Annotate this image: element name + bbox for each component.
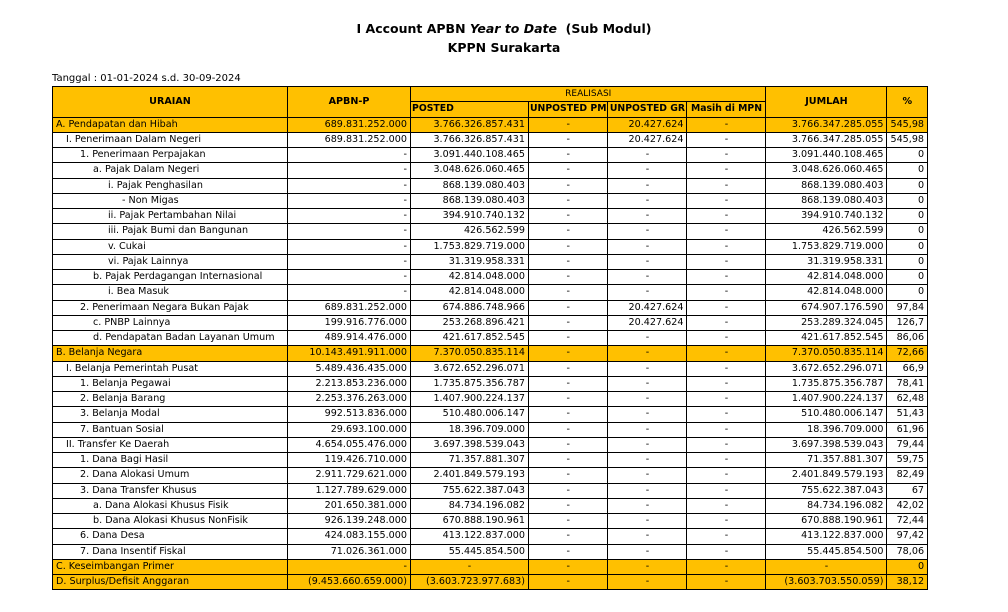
cell-unposted-pm: - bbox=[529, 163, 608, 178]
cell-persen: 0 bbox=[887, 559, 928, 574]
cell-jumlah: 42.814.048.000 bbox=[766, 270, 887, 285]
cell-uraian: 2. Dana Alokasi Umum bbox=[53, 468, 288, 483]
table-row bbox=[53, 361, 928, 376]
cell-unposted-gr: - bbox=[608, 483, 687, 498]
cell-apbnp: 29.693.100.000 bbox=[288, 422, 411, 437]
table-row bbox=[53, 178, 928, 193]
cell-unposted-gr: 20.427.624 bbox=[608, 315, 687, 330]
cell-posted: 3.672.652.296.071 bbox=[411, 361, 529, 376]
cell-unposted-pm: - bbox=[529, 209, 608, 224]
cell-jumlah: 2.401.849.579.193 bbox=[766, 468, 887, 483]
table-row bbox=[53, 315, 928, 330]
cell-posted: 253.268.896.421 bbox=[411, 315, 529, 330]
cell-posted: 868.139.080.403 bbox=[411, 178, 529, 193]
cell-persen: 545,98 bbox=[887, 117, 928, 132]
cell-masih-mpn: - bbox=[687, 559, 766, 574]
cell-jumlah: 31.319.958.331 bbox=[766, 254, 887, 269]
cell-persen: 0 bbox=[887, 148, 928, 163]
cell-jumlah: 55.445.854.500 bbox=[766, 544, 887, 559]
cell-jumlah: 868.139.080.403 bbox=[766, 178, 887, 193]
cell-persen: 0 bbox=[887, 193, 928, 208]
cell-uraian: v. Cukai bbox=[53, 239, 288, 254]
table-row bbox=[53, 239, 928, 254]
cell-masih-mpn: - bbox=[687, 163, 766, 178]
cell-persen: 97,42 bbox=[887, 529, 928, 544]
table-row bbox=[53, 254, 928, 269]
cell-masih-mpn: - bbox=[687, 193, 766, 208]
cell-posted: 3.766.326.857.431 bbox=[411, 132, 529, 147]
cell-uraian: 2. Penerimaan Negara Bukan Pajak bbox=[53, 300, 288, 315]
cell-masih-mpn: - bbox=[687, 392, 766, 407]
cell-persen: 59,75 bbox=[887, 453, 928, 468]
cell-masih-mpn: - bbox=[687, 254, 766, 269]
cell-unposted-gr: - bbox=[608, 453, 687, 468]
table-row bbox=[53, 209, 928, 224]
cell-unposted-pm: - bbox=[529, 422, 608, 437]
cell-posted: 1.407.900.224.137 bbox=[411, 392, 529, 407]
cell-jumlah: 426.562.599 bbox=[766, 224, 887, 239]
cell-persen: 51,43 bbox=[887, 407, 928, 422]
table-row bbox=[53, 407, 928, 422]
cell-unposted-pm: - bbox=[529, 575, 608, 590]
cell-unposted-gr: - bbox=[608, 559, 687, 574]
cell-unposted-gr: 20.427.624 bbox=[608, 300, 687, 315]
cell-jumlah: 670.888.190.961 bbox=[766, 514, 887, 529]
cell-masih-mpn: - bbox=[687, 529, 766, 544]
cell-apbnp: 424.083.155.000 bbox=[288, 529, 411, 544]
cell-posted: 42.814.048.000 bbox=[411, 270, 529, 285]
cell-uraian: 7. Dana Insentif Fiskal bbox=[53, 544, 288, 559]
cell-masih-mpn: - bbox=[687, 285, 766, 300]
table-row bbox=[53, 270, 928, 285]
cell-posted: 510.480.006.147 bbox=[411, 407, 529, 422]
cell-unposted-pm: - bbox=[529, 346, 608, 361]
header-posted: POSTED bbox=[411, 102, 529, 117]
cell-apbnp: 2.213.853.236.000 bbox=[288, 376, 411, 391]
cell-jumlah: 674.907.176.590 bbox=[766, 300, 887, 315]
cell-posted: 868.139.080.403 bbox=[411, 193, 529, 208]
table-row bbox=[53, 453, 928, 468]
cell-uraian: 2. Belanja Barang bbox=[53, 392, 288, 407]
cell-uraian: 1. Dana Bagi Hasil bbox=[53, 453, 288, 468]
cell-persen: 61,96 bbox=[887, 422, 928, 437]
cell-unposted-gr: - bbox=[608, 407, 687, 422]
report-title-prefix: I Account APBN bbox=[356, 21, 470, 36]
cell-apbnp: 689.831.252.000 bbox=[288, 300, 411, 315]
cell-persen: 0 bbox=[887, 254, 928, 269]
table-row bbox=[53, 498, 928, 513]
cell-uraian: II. Transfer Ke Daerah bbox=[53, 437, 288, 452]
cell-uraian: 3. Dana Transfer Khusus bbox=[53, 483, 288, 498]
date-range: Tanggal : 01-01-2024 s.d. 30-09-2024 bbox=[52, 73, 241, 84]
cell-uraian: 7. Bantuan Sosial bbox=[53, 422, 288, 437]
cell-persen: 42,02 bbox=[887, 498, 928, 513]
cell-posted: 7.370.050.835.114 bbox=[411, 346, 529, 361]
cell-jumlah: 394.910.740.132 bbox=[766, 209, 887, 224]
cell-unposted-pm: - bbox=[529, 300, 608, 315]
cell-persen: 62,48 bbox=[887, 392, 928, 407]
cell-uraian: A. Pendapatan dan Hibah bbox=[53, 117, 288, 132]
cell-apbnp: 1.127.789.629.000 bbox=[288, 483, 411, 498]
cell-posted: 394.910.740.132 bbox=[411, 209, 529, 224]
cell-unposted-gr: - bbox=[608, 270, 687, 285]
cell-jumlah: 868.139.080.403 bbox=[766, 193, 887, 208]
table-row bbox=[53, 544, 928, 559]
cell-unposted-gr: - bbox=[608, 209, 687, 224]
cell-uraian: b. Pajak Perdagangan Internasional bbox=[53, 270, 288, 285]
cell-persen: 0 bbox=[887, 178, 928, 193]
cell-unposted-gr: - bbox=[608, 422, 687, 437]
cell-persen: 0 bbox=[887, 270, 928, 285]
table-row bbox=[53, 285, 928, 300]
table-row bbox=[53, 300, 928, 315]
cell-posted: - bbox=[411, 559, 529, 574]
cell-unposted-pm: - bbox=[529, 468, 608, 483]
cell-apbnp: - bbox=[288, 209, 411, 224]
table-row bbox=[53, 437, 928, 452]
cell-apbnp: 4.654.055.476.000 bbox=[288, 437, 411, 452]
cell-unposted-gr: - bbox=[608, 254, 687, 269]
cell-unposted-pm: - bbox=[529, 117, 608, 132]
cell-posted: 84.734.196.082 bbox=[411, 498, 529, 513]
cell-unposted-gr: - bbox=[608, 376, 687, 391]
cell-posted: 670.888.190.961 bbox=[411, 514, 529, 529]
cell-apbnp: 199.916.776.000 bbox=[288, 315, 411, 330]
cell-uraian: a. Dana Alokasi Khusus Fisik bbox=[53, 498, 288, 513]
cell-posted: 18.396.709.000 bbox=[411, 422, 529, 437]
cell-masih-mpn: - bbox=[687, 148, 766, 163]
cell-masih-mpn: - bbox=[687, 453, 766, 468]
cell-jumlah: 413.122.837.000 bbox=[766, 529, 887, 544]
table-row bbox=[53, 468, 928, 483]
cell-uraian: B. Belanja Negara bbox=[53, 346, 288, 361]
cell-unposted-pm: - bbox=[529, 239, 608, 254]
cell-posted: 55.445.854.500 bbox=[411, 544, 529, 559]
cell-apbnp: 2.253.376.263.000 bbox=[288, 392, 411, 407]
cell-jumlah: 42.814.048.000 bbox=[766, 285, 887, 300]
header-realisasi: REALISASI bbox=[411, 87, 766, 102]
cell-apbnp: - bbox=[288, 148, 411, 163]
cell-apbnp: 689.831.252.000 bbox=[288, 132, 411, 147]
cell-unposted-gr: - bbox=[608, 544, 687, 559]
cell-posted: 3.697.398.539.043 bbox=[411, 437, 529, 452]
cell-persen: 66,9 bbox=[887, 361, 928, 376]
cell-apbnp: - bbox=[288, 239, 411, 254]
cell-masih-mpn: - bbox=[687, 376, 766, 391]
cell-jumlah: 71.357.881.307 bbox=[766, 453, 887, 468]
header-unposted-gr: UNPOSTED GR bbox=[608, 102, 687, 117]
cell-unposted-pm: - bbox=[529, 178, 608, 193]
cell-unposted-pm: - bbox=[529, 498, 608, 513]
cell-posted: 3.091.440.108.465 bbox=[411, 148, 529, 163]
table-row bbox=[53, 575, 928, 590]
table-row bbox=[53, 529, 928, 544]
cell-posted: 71.357.881.307 bbox=[411, 453, 529, 468]
cell-persen: 72,44 bbox=[887, 514, 928, 529]
cell-uraian: D. Surplus/Defisit Anggaran bbox=[53, 575, 288, 590]
cell-masih-mpn: - bbox=[687, 270, 766, 285]
cell-jumlah: 755.622.387.043 bbox=[766, 483, 887, 498]
cell-apbnp: 689.831.252.000 bbox=[288, 117, 411, 132]
cell-posted: 674.886.748.966 bbox=[411, 300, 529, 315]
cell-masih-mpn: - bbox=[687, 239, 766, 254]
cell-masih-mpn: - bbox=[687, 437, 766, 452]
cell-masih-mpn: - bbox=[687, 361, 766, 376]
cell-apbnp: (9.453.660.659.000) bbox=[288, 575, 411, 590]
report-subtitle: KPPN Surakarta bbox=[447, 40, 561, 55]
cell-persen: 545,98 bbox=[887, 132, 928, 147]
cell-unposted-gr: 20.427.624 bbox=[608, 117, 687, 132]
cell-jumlah: 1.753.829.719.000 bbox=[766, 239, 887, 254]
cell-masih-mpn: - bbox=[687, 575, 766, 590]
cell-apbnp: - bbox=[288, 270, 411, 285]
report-title-italic: Year to Date bbox=[469, 21, 557, 36]
cell-posted: 426.562.599 bbox=[411, 224, 529, 239]
cell-apbnp: - bbox=[288, 178, 411, 193]
header-uraian: URAIAN bbox=[53, 87, 288, 118]
report-title bbox=[0, 21, 1008, 36]
cell-unposted-pm: - bbox=[529, 361, 608, 376]
cell-apbnp: - bbox=[288, 559, 411, 574]
cell-jumlah: 18.396.709.000 bbox=[766, 422, 887, 437]
cell-jumlah: 3.048.626.060.465 bbox=[766, 163, 887, 178]
cell-jumlah: 7.370.050.835.114 bbox=[766, 346, 887, 361]
cell-uraian: 1. Penerimaan Perpajakan bbox=[53, 148, 288, 163]
header-unposted-pm: UNPOSTED PM bbox=[529, 102, 608, 117]
cell-apbnp: 5.489.436.435.000 bbox=[288, 361, 411, 376]
cell-unposted-pm: - bbox=[529, 331, 608, 346]
cell-persen: 82,49 bbox=[887, 468, 928, 483]
cell-persen: 78,41 bbox=[887, 376, 928, 391]
table-row bbox=[53, 224, 928, 239]
apbn-table bbox=[52, 86, 928, 590]
table-row bbox=[53, 346, 928, 361]
table-row bbox=[53, 148, 928, 163]
cell-uraian: d. Pendapatan Badan Layanan Umum bbox=[53, 331, 288, 346]
cell-unposted-gr: - bbox=[608, 575, 687, 590]
cell-persen: 86,06 bbox=[887, 331, 928, 346]
cell-persen: 0 bbox=[887, 224, 928, 239]
cell-masih-mpn: - bbox=[687, 407, 766, 422]
cell-unposted-gr: - bbox=[608, 224, 687, 239]
cell-masih-mpn: - bbox=[687, 422, 766, 437]
cell-masih-mpn: - bbox=[687, 315, 766, 330]
cell-unposted-gr: - bbox=[608, 239, 687, 254]
table-row bbox=[53, 559, 928, 574]
cell-uraian: c. PNBP Lainnya bbox=[53, 315, 288, 330]
cell-persen: 79,44 bbox=[887, 437, 928, 452]
cell-apbnp: - bbox=[288, 224, 411, 239]
cell-posted: 755.622.387.043 bbox=[411, 483, 529, 498]
cell-posted: 421.617.852.545 bbox=[411, 331, 529, 346]
cell-uraian: a. Pajak Dalam Negeri bbox=[53, 163, 288, 178]
cell-jumlah: 3.672.652.296.071 bbox=[766, 361, 887, 376]
cell-masih-mpn: - bbox=[687, 209, 766, 224]
cell-uraian: i. Bea Masuk bbox=[53, 285, 288, 300]
cell-jumlah: (3.603.703.550.059) bbox=[766, 575, 887, 590]
cell-unposted-gr: - bbox=[608, 285, 687, 300]
cell-persen: 38,12 bbox=[887, 575, 928, 590]
cell-persen: 0 bbox=[887, 163, 928, 178]
table-row bbox=[53, 376, 928, 391]
cell-uraian: 1. Belanja Pegawai bbox=[53, 376, 288, 391]
cell-persen: 97,84 bbox=[887, 300, 928, 315]
cell-apbnp: 2.911.729.621.000 bbox=[288, 468, 411, 483]
cell-posted: 2.401.849.579.193 bbox=[411, 468, 529, 483]
cell-uraian: ii. Pajak Pertambahan Nilai bbox=[53, 209, 288, 224]
cell-apbnp: - bbox=[288, 285, 411, 300]
cell-jumlah: 1.407.900.224.137 bbox=[766, 392, 887, 407]
cell-apbnp: 992.513.836.000 bbox=[288, 407, 411, 422]
cell-masih-mpn: - bbox=[687, 331, 766, 346]
cell-apbnp: 201.650.381.000 bbox=[288, 498, 411, 513]
cell-apbnp: - bbox=[288, 193, 411, 208]
table-row bbox=[53, 117, 928, 132]
cell-jumlah: 84.734.196.082 bbox=[766, 498, 887, 513]
cell-unposted-pm: - bbox=[529, 544, 608, 559]
cell-masih-mpn: - bbox=[687, 498, 766, 513]
cell-masih-mpn: - bbox=[687, 224, 766, 239]
cell-jumlah: 510.480.006.147 bbox=[766, 407, 887, 422]
cell-unposted-gr: 20.427.624 bbox=[608, 132, 687, 147]
cell-uraian: C. Keseimbangan Primer bbox=[53, 559, 288, 574]
cell-jumlah: - bbox=[766, 559, 887, 574]
cell-unposted-pm: - bbox=[529, 254, 608, 269]
cell-apbnp: 926.139.248.000 bbox=[288, 514, 411, 529]
cell-unposted-pm: - bbox=[529, 392, 608, 407]
cell-persen: 0 bbox=[887, 239, 928, 254]
cell-unposted-gr: - bbox=[608, 361, 687, 376]
table-row bbox=[53, 163, 928, 178]
cell-apbnp: 489.914.476.000 bbox=[288, 331, 411, 346]
cell-posted: 413.122.837.000 bbox=[411, 529, 529, 544]
table-row bbox=[53, 132, 928, 147]
cell-posted: 3.766.326.857.431 bbox=[411, 117, 529, 132]
cell-uraian: vi. Pajak Lainnya bbox=[53, 254, 288, 269]
cell-unposted-gr: - bbox=[608, 529, 687, 544]
cell-masih-mpn: - bbox=[687, 132, 766, 147]
cell-unposted-pm: - bbox=[529, 483, 608, 498]
cell-jumlah: 3.697.398.539.043 bbox=[766, 437, 887, 452]
header-jumlah: JUMLAH bbox=[766, 87, 887, 118]
cell-masih-mpn: - bbox=[687, 483, 766, 498]
table-row bbox=[53, 422, 928, 437]
cell-apbnp: 10.143.491.911.000 bbox=[288, 346, 411, 361]
cell-jumlah: 3.766.347.285.055 bbox=[766, 132, 887, 147]
cell-jumlah: 3.091.440.108.465 bbox=[766, 148, 887, 163]
cell-persen: 0 bbox=[887, 209, 928, 224]
header-persen: % bbox=[887, 87, 928, 118]
cell-unposted-gr: - bbox=[608, 514, 687, 529]
header-masih-mpn: Masih di MPN bbox=[687, 102, 766, 117]
cell-unposted-gr: - bbox=[608, 148, 687, 163]
cell-posted: (3.603.723.977.683) bbox=[411, 575, 529, 590]
cell-unposted-pm: - bbox=[529, 285, 608, 300]
cell-persen: 0 bbox=[887, 285, 928, 300]
cell-unposted-gr: - bbox=[608, 346, 687, 361]
cell-uraian: i. Pajak Penghasilan bbox=[53, 178, 288, 193]
cell-masih-mpn: - bbox=[687, 468, 766, 483]
cell-unposted-gr: - bbox=[608, 178, 687, 193]
cell-unposted-pm: - bbox=[529, 529, 608, 544]
table-row bbox=[53, 392, 928, 407]
cell-jumlah: 1.735.875.356.787 bbox=[766, 376, 887, 391]
cell-masih-mpn: - bbox=[687, 117, 766, 132]
cell-apbnp: - bbox=[288, 254, 411, 269]
cell-posted: 42.814.048.000 bbox=[411, 285, 529, 300]
table-row bbox=[53, 331, 928, 346]
cell-unposted-pm: - bbox=[529, 132, 608, 147]
cell-uraian: - Non Migas bbox=[53, 193, 288, 208]
cell-jumlah: 3.766.347.285.055 bbox=[766, 117, 887, 132]
cell-unposted-pm: - bbox=[529, 270, 608, 285]
cell-jumlah: 253.289.324.045 bbox=[766, 315, 887, 330]
cell-unposted-pm: - bbox=[529, 559, 608, 574]
cell-unposted-gr: - bbox=[608, 163, 687, 178]
cell-masih-mpn: - bbox=[687, 544, 766, 559]
cell-unposted-pm: - bbox=[529, 148, 608, 163]
cell-uraian: iii. Pajak Bumi dan Bangunan bbox=[53, 224, 288, 239]
cell-unposted-pm: - bbox=[529, 514, 608, 529]
cell-posted: 31.319.958.331 bbox=[411, 254, 529, 269]
cell-unposted-gr: - bbox=[608, 392, 687, 407]
cell-posted: 3.048.626.060.465 bbox=[411, 163, 529, 178]
cell-persen: 67 bbox=[887, 483, 928, 498]
cell-uraian: 6. Dana Desa bbox=[53, 529, 288, 544]
cell-unposted-pm: - bbox=[529, 224, 608, 239]
cell-unposted-pm: - bbox=[529, 315, 608, 330]
cell-unposted-pm: - bbox=[529, 193, 608, 208]
cell-uraian: I. Penerimaan Dalam Negeri bbox=[53, 132, 288, 147]
table-row bbox=[53, 483, 928, 498]
cell-unposted-pm: - bbox=[529, 453, 608, 468]
cell-apbnp: 71.026.361.000 bbox=[288, 544, 411, 559]
cell-jumlah: 421.617.852.545 bbox=[766, 331, 887, 346]
cell-unposted-pm: - bbox=[529, 407, 608, 422]
cell-posted: 1.753.829.719.000 bbox=[411, 239, 529, 254]
cell-unposted-gr: - bbox=[608, 193, 687, 208]
cell-uraian: 3. Belanja Modal bbox=[53, 407, 288, 422]
cell-uraian: b. Dana Alokasi Khusus NonFisik bbox=[53, 514, 288, 529]
cell-posted: 1.735.875.356.787 bbox=[411, 376, 529, 391]
cell-apbnp: 119.426.710.000 bbox=[288, 453, 411, 468]
table-row bbox=[53, 514, 928, 529]
cell-uraian: I. Belanja Pemerintah Pusat bbox=[53, 361, 288, 376]
cell-unposted-pm: - bbox=[529, 376, 608, 391]
cell-unposted-gr: - bbox=[608, 331, 687, 346]
cell-masih-mpn: - bbox=[687, 300, 766, 315]
header-apbnp: APBN-P bbox=[288, 87, 411, 118]
cell-masih-mpn: - bbox=[687, 514, 766, 529]
cell-unposted-gr: - bbox=[608, 437, 687, 452]
cell-unposted-gr: - bbox=[608, 468, 687, 483]
cell-apbnp: - bbox=[288, 163, 411, 178]
cell-unposted-gr: - bbox=[608, 498, 687, 513]
table-row bbox=[53, 193, 928, 208]
cell-persen: 72,66 bbox=[887, 346, 928, 361]
cell-persen: 126,7 bbox=[887, 315, 928, 330]
cell-masih-mpn: - bbox=[687, 178, 766, 193]
cell-masih-mpn: - bbox=[687, 346, 766, 361]
report-title-suffix: (Sub Modul) bbox=[556, 21, 652, 36]
table-body bbox=[53, 117, 928, 590]
cell-unposted-pm: - bbox=[529, 437, 608, 452]
cell-persen: 78,06 bbox=[887, 544, 928, 559]
